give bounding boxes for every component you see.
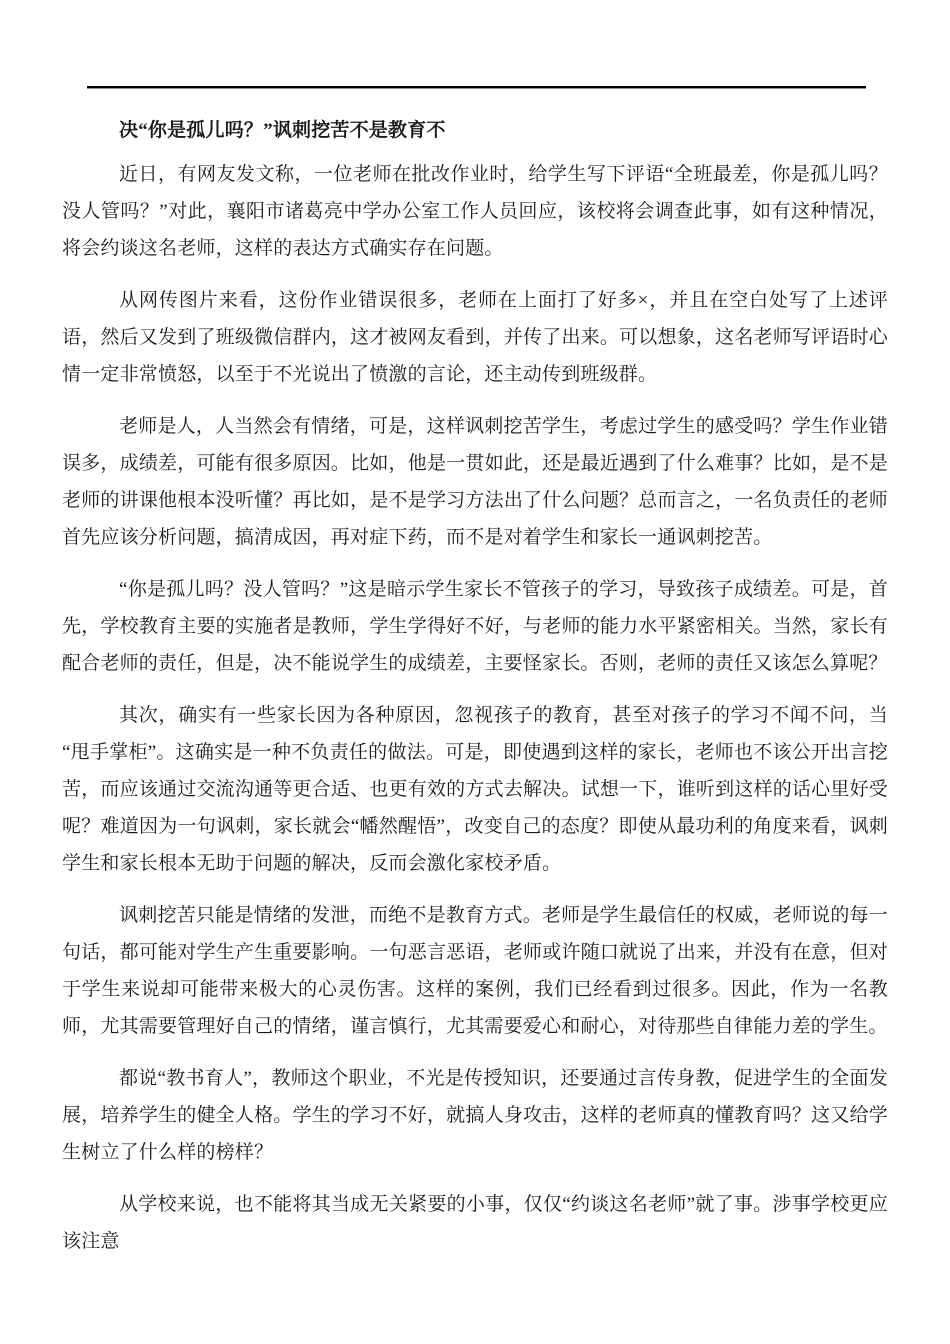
article-paragraph: 都说“教书育人”，教师这个职业，不光是传授知识，还要通过言传身教，促进学生的全面发展，培养学生的健全人格。学生的学习不好，就搞人身攻击，这样的老师真的懂教育吗？这又给学生树立了什么样的榜样？ (62, 1068, 888, 1163)
article-paragraph: 老师是人，人当然会有情绪，可是，这样讽刺挖苦学生，考虑过学生的感受吗？学生作业错误多，成绩差，可能有很多原因。比如，他是一贯如此，还是最近遇到了什么难事？比如，是不是老师的讲课他根本没听懂？再比如，是不是学习方法出了什么问题？总而言之，一名负责任的老师首先应该分析问题，搞清成因，再对症下药，而不是对着学生和家长一通讽刺挖苦。 (62, 416, 888, 548)
header-rule-divider (87, 86, 866, 89)
article-paragraph: 其次，确实有一些家长因为各种原因，忽视孩子的教育，甚至对孩子的学习不闻不问，当“甩手掌柜”。这确实是一种不负责任的做法。可是，即使遇到这样的家长，老师也不该公开出言挖苦，而应该通过交流沟通等更合适、也更有效的方式去解决。试想一下，谁听到这样的话心里好受呢？难道因为一句讽刺，家长就会“幡然醒悟”，改变自己的态度？即使从最功利的角度来看，讽刺学生和家长根本无助于问题的解决，反而会激化家校矛盾。 (62, 705, 888, 874)
article-content (62, 112, 888, 1275)
article-title: 决“你是孤儿吗？”讽刺挖苦不是教育不 (119, 120, 446, 141)
article-paragraph: 讽刺挖苦只能是情绪的发泄，而绝不是教育方式。老师是学生最信任的权威，老师说的每一句话，都可能对学生产生重要影响。一句恶言恶语，老师或许随口就说了出来，并没有在意，但对于学生来说却可能带来极大的心灵伤害。这样的案例，我们已经看到过很多。因此，作为一名教师，尤其需要管理好自己的情绪，谨言慎行，尤其需要爱心和耐心，对待那些自律能力差的学生。 (62, 905, 888, 1037)
article-paragraph: 从学校来说，也不能将其当成无关紧要的小事，仅仅“约谈这名老师”就了事。涉事学校更应该注意 (62, 1194, 888, 1252)
article-paragraph: “你是孤儿吗？没人管吗？”这是暗示学生家长不管孩子的学习，导致孩子成绩差。可是，首先，学校教育主要的实施者是教师，学生学得好不好，与老师的能力水平紧密相关。当然，家长有配合老师的责任，但是，决不能说学生的成绩差，主要怪家长。否则，老师的责任又该怎么算呢？ (62, 579, 888, 674)
article-paragraph: 近日，有网友发文称，一位老师在批改作业时，给学生写下评语“全班最差，你是孤儿吗？没人管吗？”对此，襄阳市诸葛亮中学办公室工作人员回应，该校将会调查此事，如有这种情况，将会约谈这名老师，这样的表达方式确实存在问题。 (62, 164, 888, 259)
article-paragraph: 从网传图片来看，这份作业错误很多，老师在上面打了好多×，并且在空白处写了上述评语，然后又发到了班级微信群内，这才被网友看到，并传了出来。可以想象，这名老师写评语时心情一定非常愤怒，以至于不光说出了愤激的言论，还主动传到班级群。 (62, 290, 888, 385)
